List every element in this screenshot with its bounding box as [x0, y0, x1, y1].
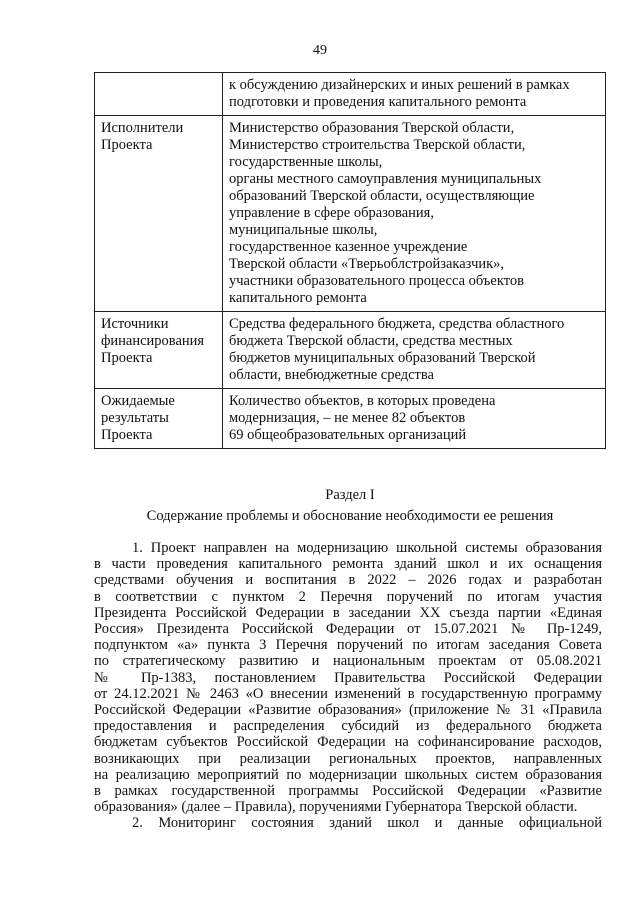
row-value-line: государственное казенное учреждение	[229, 239, 468, 255]
row-value-line: модернизация, – не менее 82 объектов	[229, 410, 466, 426]
paragraph-line: средствами обучения и воспитания в 2022 – 2026 годах и разработан	[94, 572, 602, 589]
row-label-line: результаты	[101, 410, 169, 426]
paragraph-line: образования» (далее – Правила), поручениями Губернатора Тверской области.	[94, 799, 578, 816]
paragraph-line: № Пр-1383, постановлением Правительства Российской Федерации	[94, 669, 602, 686]
row-value-line: участники образовательного процесса объектов	[229, 273, 524, 289]
paragraph-line: Президента Российской Федерации в заседании XX съезда партии «Единая	[94, 604, 602, 621]
paragraph-line: подпунктом «а» пункта 3 Перечня поручений по итогам заседания Совета	[94, 637, 602, 654]
paragraph-line: 2. Мониторинг состояния зданий школ и данные официальной	[132, 815, 602, 832]
row-value-line: области, внебюджетные средства	[229, 367, 434, 383]
row-label-line: Исполнители	[101, 120, 184, 136]
row-value-line: подготовки и проведения капитального ремонта	[229, 94, 527, 110]
paragraph-line: Россия» Президента Российской Федерации от 15.07.2021 № Пр-1249,	[94, 621, 602, 638]
row-value-line: к обсуждению дизайнерских и иных решений в рамках	[229, 77, 570, 93]
row-label-line: финансирования	[101, 333, 205, 349]
row-label-cell	[95, 116, 223, 312]
section-title: Раздел I	[325, 487, 375, 503]
row-label-cell	[95, 73, 223, 116]
paragraph-line: возникающих при реализации региональных проектов, направленных	[94, 750, 602, 767]
section-subtitle: Содержание проблемы и обоснование необходимости ее решения	[146, 508, 554, 524]
row-value-line: образований Тверской области, осуществляющие	[229, 188, 535, 204]
project-passport-table	[94, 72, 606, 449]
row-label-line: Ожидаемые	[101, 393, 175, 409]
row-value-line: Средства федерального бюджета, средства областного	[229, 316, 565, 332]
paragraph-line: Российской Федерации «Развитие образования» (приложение № 31 «Правила	[94, 702, 602, 719]
row-label-cell	[95, 389, 223, 449]
row-value-line: органы местного самоуправления муниципальных	[229, 171, 542, 187]
row-value-line: Тверской области «Тверьоблстройзаказчик»,	[229, 256, 505, 272]
row-label-line: Проекта	[101, 427, 153, 443]
row-label-line: Источники	[101, 316, 169, 332]
row-value-line: Министерство образования Тверской области,	[229, 120, 515, 136]
paragraph-line: на реализацию мероприятий по модернизации школьных систем образования	[94, 766, 602, 783]
row-value-line: 69 общеобразовательных организаций	[229, 427, 467, 443]
table-row	[95, 73, 606, 116]
table-row	[95, 116, 606, 312]
row-value-cell	[223, 389, 606, 449]
row-value-line: Количество объектов, в которых проведена	[229, 393, 496, 409]
paragraph-line: в рамках государственной программы Российской Федерации «Развитие	[94, 783, 602, 800]
body-text	[94, 540, 602, 832]
row-value-line: муниципальные школы,	[229, 222, 378, 238]
row-value-cell	[223, 116, 606, 312]
table-row	[95, 312, 606, 389]
paragraph-line: по стратегическому развитию и национальным проектам от 05.08.2021	[94, 653, 602, 670]
paragraph-line: 1. Проект направлен на модернизацию школьной системы образования	[132, 540, 602, 556]
paragraph-line: от 24.12.2021 № 2463 «О внесении изменений в государственную программу	[94, 685, 602, 702]
paragraph-line: предоставления и распределения субсидий из федерального бюджета	[94, 718, 602, 735]
row-value-line: управление в сфере образования,	[229, 205, 434, 221]
page-number: 49	[313, 43, 327, 58]
paragraph-line: бюджетам субъектов Российской Федерации на софинансирование расходов,	[94, 734, 602, 751]
row-value-line: бюджета Тверской области, средства местных	[229, 333, 513, 349]
paragraph-line: в соответствии с пунктом 2 Перечня поручений по итогам участия	[94, 588, 602, 605]
paragraph-line: в части проведения капитального ремонта зданий школ и их оснащения	[94, 556, 602, 573]
row-label-line: Проекта	[101, 137, 153, 153]
row-label-cell	[95, 312, 223, 389]
row-label-line: Проекта	[101, 350, 153, 366]
row-value-line: Министерство строительства Тверской области,	[229, 137, 526, 153]
row-value-line: бюджетов муниципальных образований Тверской	[229, 350, 536, 366]
table-row	[95, 389, 606, 449]
row-value-cell	[223, 73, 606, 116]
row-value-line: капитального ремонта	[229, 290, 367, 306]
row-value-cell	[223, 312, 606, 389]
row-value-line: государственные школы,	[229, 154, 383, 170]
